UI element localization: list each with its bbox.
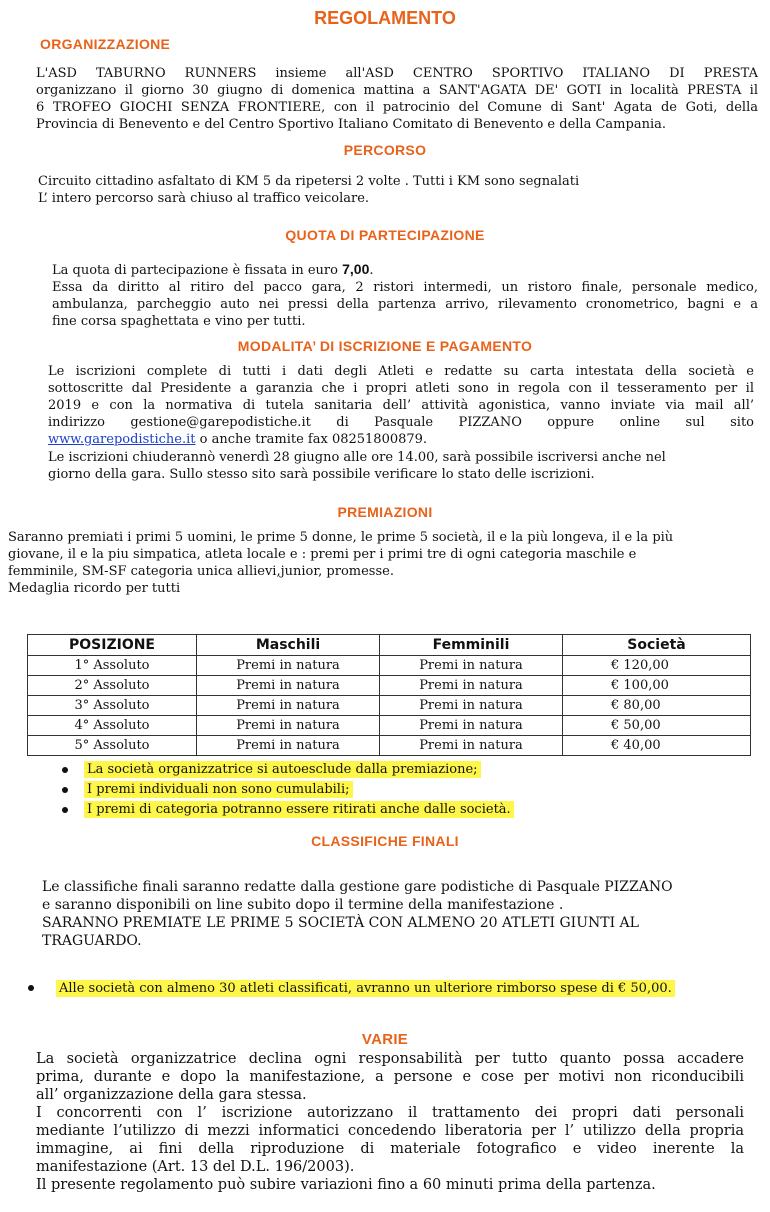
percorso-text xyxy=(38,173,579,207)
heading-varie: VARIE xyxy=(361,1031,409,1048)
quota-intro-text: La quota di partecipazione è fissata in euro xyxy=(52,263,343,278)
table-row xyxy=(28,676,751,696)
text-line: 6 TROFEO GIOCHI SENZA FRONTIERE, con il patrocinio del Comune di Sant' Agata de Goti, della xyxy=(36,100,758,115)
list-item xyxy=(60,761,514,781)
table-cell: 5° Assoluto xyxy=(28,736,197,756)
text-line: organizzano il giorno 30 giugno di domenica mattina a SANT'AGATA DE' GOTI in località PRESTA il xyxy=(36,83,758,98)
note-text: La società organizzatrice si autoesclude dalla premiazione; xyxy=(84,761,481,778)
text-line: Medaglia ricordo per tutti xyxy=(8,581,181,596)
text-line: Il presente regolamento può subire variazioni fino a 60 minuti prima della partenza. xyxy=(36,1177,656,1193)
note-text: I premi di categoria potranno essere ritirati anche dalle società. xyxy=(84,801,514,818)
quota-intro xyxy=(52,261,758,279)
quota-amount: 7,00 xyxy=(342,261,370,277)
quota-text xyxy=(52,279,758,330)
note-text: Alle società con almeno 30 atleti classificati, avranno un ulteriore rimborso spese di € 50,00. xyxy=(56,980,675,997)
text-line: mediante l’utilizzo di mezzi informatici concedendo liberatoria per l’ utilizzo della propria xyxy=(36,1123,744,1139)
heading-modalita: MODALITA’ DI ISCRIZIONE E PAGAMENTO xyxy=(237,338,533,354)
fax-text: o anche tramite fax 08251800879. xyxy=(195,432,428,447)
text-line: Saranno premiati i primi 5 uomini, le prime 5 donne, le prime 5 società, il e la più longeva, il e la più xyxy=(8,530,674,545)
table-row xyxy=(28,656,751,676)
prize-table xyxy=(27,634,751,756)
table-cell: 2° Assoluto xyxy=(28,676,197,696)
bullet-icon xyxy=(62,787,68,793)
text-line: immagine, ai fini della riproduzione di materiale fotografico e video inerente la xyxy=(36,1141,744,1157)
notes-list xyxy=(60,761,514,821)
classifiche-text xyxy=(42,878,673,950)
text-line: Circuito cittadino asfaltato di KM 5 da ripetersi 2 volte . Tutti i KM sono segnalati xyxy=(38,174,580,189)
varie-text xyxy=(36,1050,744,1194)
heading-classifiche: CLASSIFICHE FINALI xyxy=(311,833,459,849)
table-cell: € 40,00 xyxy=(563,736,751,756)
text-line: Le iscrizioni chiuderannò venerdì 28 giugno alle ore 14.00, sarà possibile iscriversi anche nel xyxy=(48,450,666,465)
text-line: L’ intero percorso sarà chiuso al traffico veicolare. xyxy=(38,191,370,206)
heading-percorso: PERCORSO xyxy=(343,142,427,158)
table-row xyxy=(28,696,751,716)
text-line: ambulanza, parcheggio auto nei pressi della partenza arrivo, rilevamento cronometrico, bagni e a xyxy=(52,297,758,312)
table-cell: € 50,00 xyxy=(563,716,751,736)
text-line: manifestazione (Art. 13 del D.L. 196/2003). xyxy=(36,1159,355,1175)
bullet-icon xyxy=(28,985,34,991)
modalita-close-text xyxy=(48,449,666,483)
table-header-row xyxy=(28,635,751,656)
table-row xyxy=(28,716,751,736)
table-cell: Premi in natura xyxy=(197,696,380,716)
table-cell: Premi in natura xyxy=(380,656,563,676)
table-cell: Premi in natura xyxy=(380,716,563,736)
heading-premiazioni: PREMIAZIONI xyxy=(337,504,433,520)
text-line: prima, durante e dopo la manifestazione, a persone e cose per motivi non riconducibili xyxy=(36,1069,744,1085)
column-header: Maschili xyxy=(197,635,380,656)
table-cell: 4° Assoluto xyxy=(28,716,197,736)
text-line: e saranno disponibili on line subito dopo il termine della manifestazione . xyxy=(42,897,564,913)
table-cell: Premi in natura xyxy=(380,736,563,756)
text-line: 2019 e con la normativa di tutela sanitaria dell’ attività agonistica, vanno inviate via mail all’ xyxy=(48,398,754,413)
website-link[interactable]: www.garepodistiche.it xyxy=(48,432,196,447)
table-cell: 1° Assoluto xyxy=(28,656,197,676)
text-line: TRAGUARDO. xyxy=(42,933,142,949)
list-item xyxy=(60,781,514,801)
table-cell: € 80,00 xyxy=(563,696,751,716)
text-line: femminile, SM-SF categoria unica allievi,junior, promesse. xyxy=(8,564,394,579)
text-line: indirizzo gestione@garepodistiche.it di Pasquale PIZZANO oppure online sul sito xyxy=(48,415,754,430)
premiazioni-text xyxy=(8,529,673,597)
modalita-text xyxy=(48,363,754,431)
text-line: giovane, il e la piu simpatica, atleta locale e : premi per i primi tre di ogni categoria maschile e xyxy=(8,547,637,562)
quota-intro-end: . xyxy=(369,263,374,278)
table-cell: Premi in natura xyxy=(197,656,380,676)
text-line: all’ organizzazione della gara stessa. xyxy=(36,1087,307,1103)
table-cell: 3° Assoluto xyxy=(28,696,197,716)
table-cell: Premi in natura xyxy=(380,696,563,716)
text-line: Provincia di Benevento e del Centro Sportivo Italiano Comitato di Benevento e della Campania. xyxy=(36,117,666,132)
column-header: Società xyxy=(563,635,751,656)
text-line: I concorrenti con l’ iscrizione autorizzano il trattamento dei propri dati personali xyxy=(36,1105,744,1121)
list-item xyxy=(60,801,514,821)
column-header: POSIZIONE xyxy=(28,635,197,656)
organizzazione-text xyxy=(36,65,758,133)
column-header: Femminili xyxy=(380,635,563,656)
modalita-link-line xyxy=(48,431,427,448)
heading-quota: QUOTA DI PARTECIPAZIONE xyxy=(285,227,485,243)
table-cell: € 120,00 xyxy=(563,656,751,676)
text-line: Essa da diritto al ritiro del pacco gara, 2 ristori intermedi, un ristoro finale, personale medico, xyxy=(52,280,758,295)
bullet-icon xyxy=(62,807,68,813)
text-line: Le iscrizioni complete di tutti i dati degli Atleti e redatte su carta intestata della società e xyxy=(48,364,754,379)
table-cell: Premi in natura xyxy=(380,676,563,696)
text-line: Le classifiche finali saranno redatte dalla gestione gare podistiche di Pasquale PIZZANO xyxy=(42,879,673,895)
text-line: L'ASD TABURNO RUNNERS insieme all'ASD CENTRO SPORTIVO ITALIANO DI PRESTA xyxy=(36,66,758,81)
classifiche-note xyxy=(28,980,675,998)
table-row xyxy=(28,736,751,756)
note-text: I premi individuali non sono cumulabili; xyxy=(84,781,353,798)
table-cell: Premi in natura xyxy=(197,676,380,696)
text-line: giorno della gara. Sullo stesso sito sarà possibile verificare lo stato delle iscrizioni. xyxy=(48,467,595,482)
text-line: fine corsa spaghettata e vino per tutti. xyxy=(52,314,306,329)
table-cell: Premi in natura xyxy=(197,716,380,736)
text-line: sottoscritte dal Presidente a garanzia che i propri atleti sono in regola con il tesseramento per il xyxy=(48,381,754,396)
heading-organizzazione: ORGANIZZAZIONE xyxy=(40,36,171,52)
text-line: La società organizzatrice declina ogni responsabilità per tutto quanto possa accadere xyxy=(36,1051,744,1067)
bullet-icon xyxy=(62,767,68,773)
page-title: REGOLAMENTO xyxy=(314,8,456,28)
table-cell: Premi in natura xyxy=(197,736,380,756)
table-cell: € 100,00 xyxy=(563,676,751,696)
text-line: SARANNO PREMIATE LE PRIME 5 SOCIETÀ CON ALMENO 20 ATLETI GIUNTI AL xyxy=(42,915,639,931)
